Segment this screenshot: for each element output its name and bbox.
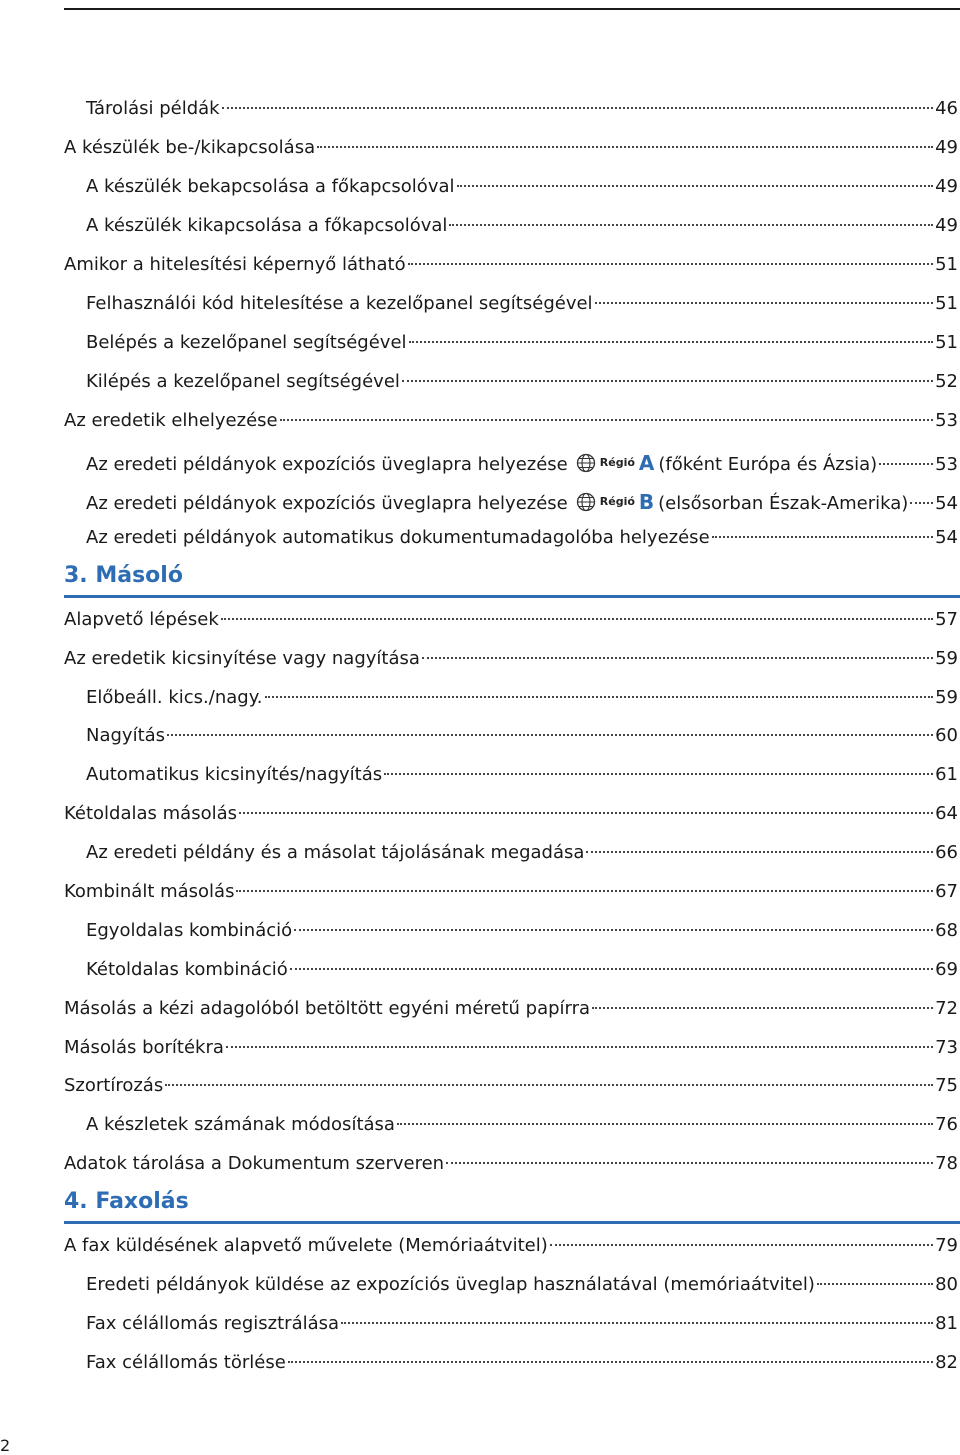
entry-title: A készülék bekapcsolása a főkapcsolóval: [86, 176, 455, 197]
dot-leader: [550, 1244, 933, 1246]
toc-entry[interactable]: [64, 607, 958, 633]
entry-title: Előbeáll. kics./nagy.: [86, 687, 263, 708]
entry-title: Szortírozás: [64, 1075, 164, 1096]
entry-page: 59: [935, 687, 958, 708]
toc-entry[interactable]: [64, 1151, 958, 1177]
entry-page: 49: [935, 176, 958, 197]
entry-title: Kétoldalas kombináció: [86, 959, 288, 980]
region-badge: [576, 450, 655, 476]
entry-title: Kilépés a kezelőpanel segítségével: [86, 371, 400, 392]
entry-title: Az eredetik elhelyezése: [64, 410, 278, 431]
dot-leader: [595, 302, 934, 304]
entry-title: Felhasználói kód hitelesítése a kezelőpanel segítségével: [86, 293, 593, 314]
dot-leader: [165, 1084, 933, 1086]
dot-leader: [222, 107, 934, 109]
entry-title: Az eredetik kicsinyítése vagy nagyítása: [64, 648, 420, 669]
toc-entry[interactable]: [86, 96, 958, 122]
entry-page: 57: [935, 609, 958, 630]
entry-page: 81: [935, 1313, 958, 1334]
dot-leader: [384, 773, 933, 775]
toc-entry[interactable]: [86, 1112, 958, 1138]
toc-entry[interactable]: [86, 685, 958, 711]
entry-title: Nagyítás: [86, 725, 166, 746]
entry-title: Fax célállomás törlése: [86, 1352, 286, 1373]
toc-entry[interactable]: [86, 213, 958, 239]
entry-page: 49: [935, 215, 958, 236]
dot-leader: [586, 851, 933, 853]
toc-entry[interactable]: [86, 369, 958, 395]
dot-leader: [409, 341, 934, 343]
entry-page: 51: [935, 293, 958, 314]
toc-entry[interactable]: [86, 1311, 958, 1337]
toc-entry[interactable]: [86, 291, 958, 317]
entry-title: Automatikus kicsinyítés/nagyítás: [86, 764, 383, 785]
dot-leader: [236, 890, 933, 892]
toc-entry[interactable]: [64, 996, 958, 1022]
entry-title: Belépés a kezelőpanel segítségével: [86, 332, 407, 353]
toc-entry[interactable]: [86, 525, 958, 551]
toc-entry[interactable]: [86, 174, 958, 200]
toc-entry[interactable]: [86, 840, 958, 866]
entry-suffix: (főként Európa és Ázsia): [658, 454, 878, 475]
toc-entry[interactable]: [86, 918, 958, 944]
dot-leader: [817, 1283, 933, 1285]
dot-leader: [592, 1007, 933, 1009]
toc-entry[interactable]: [86, 330, 958, 356]
toc-entry[interactable]: [86, 1350, 958, 1376]
globe-icon: [576, 492, 596, 512]
region-label: Régió: [599, 456, 635, 469]
dot-leader: [288, 1361, 933, 1363]
toc-entry[interactable]: [86, 486, 958, 512]
entry-page: 60: [935, 725, 958, 746]
entry-title: Eredeti példányok küldése az expozíciós üveglap használatával (memóriaátvitel): [86, 1274, 815, 1295]
entry-page: 59: [935, 648, 958, 669]
entry-title: Kétoldalas másolás: [64, 803, 238, 824]
toc-entry[interactable]: [86, 447, 958, 473]
entry-page: 80: [935, 1274, 958, 1295]
dot-leader: [402, 380, 933, 382]
toc-entry[interactable]: [64, 879, 958, 905]
toc-entry[interactable]: [64, 646, 958, 672]
dot-leader: [457, 185, 934, 187]
entry-page: 54: [935, 493, 958, 514]
toc-entry[interactable]: [86, 1272, 958, 1298]
entry-page: 52: [935, 371, 958, 392]
toc-entry[interactable]: [64, 1073, 958, 1099]
dot-leader: [294, 929, 933, 931]
page-number: 2: [0, 1436, 11, 1455]
entry-page: 49: [935, 137, 958, 158]
entry-title: A készletek számának módosítása: [86, 1114, 395, 1135]
entry-page: 76: [935, 1114, 958, 1135]
toc-entry[interactable]: [86, 957, 958, 983]
entry-page: 46: [935, 98, 958, 119]
entry-title: Az eredeti példányok expozíciós üveglapra helyezése: [86, 493, 568, 514]
entry-page: 67: [935, 881, 958, 902]
entry-page: 51: [935, 332, 958, 353]
dot-leader: [879, 463, 933, 465]
dot-leader: [167, 734, 933, 736]
toc-entry[interactable]: [64, 1233, 958, 1259]
region-letter: A: [638, 451, 655, 475]
entry-page: 66: [935, 842, 958, 863]
toc-entry[interactable]: [64, 408, 958, 434]
dot-leader: [712, 536, 933, 538]
entry-title: Tárolási példák: [86, 98, 220, 119]
entry-title: A készülék be-/kikapcsolása: [64, 137, 316, 158]
entry-title: Alapvető lépések: [64, 609, 219, 630]
dot-leader: [239, 812, 933, 814]
region-label: Régió: [599, 495, 635, 508]
entry-title: Az eredeti példányok expozíciós üveglapra helyezése: [86, 454, 568, 475]
entry-title: Az eredeti példányok automatikus dokumentumadagolóba helyezése: [86, 527, 710, 548]
region-badge: [576, 489, 654, 515]
entry-page: 73: [935, 1037, 958, 1058]
toc-entry[interactable]: [86, 723, 958, 749]
entry-page: 53: [935, 410, 958, 431]
entry-page: 82: [935, 1352, 958, 1373]
entry-page: 79: [935, 1235, 958, 1256]
entry-page: 72: [935, 998, 958, 1019]
dot-leader: [446, 1162, 933, 1164]
chapter-title[interactable]: 4. Faxolás: [64, 1189, 189, 1214]
dot-leader: [341, 1322, 933, 1324]
dot-leader: [422, 657, 933, 659]
entry-page: 51: [935, 254, 958, 275]
entry-title: Másolás a kézi adagolóból betöltött egyéni méretű papírra: [64, 998, 591, 1019]
dot-leader: [226, 1046, 933, 1048]
entry-title: A fax küldésének alapvető művelete (Memóriaátvitel): [64, 1235, 548, 1256]
globe-icon: [576, 453, 596, 473]
dot-leader: [265, 696, 934, 698]
entry-title: Másolás borítékra: [64, 1037, 224, 1058]
dot-leader: [397, 1123, 933, 1125]
entry-suffix: (elsősorban Észak-Amerika): [658, 493, 909, 514]
chapter-heading: [64, 1187, 960, 1224]
entry-page: 64: [935, 803, 958, 824]
entry-page: 61: [935, 764, 958, 785]
dot-leader: [317, 146, 933, 148]
entry-page: 54: [935, 527, 958, 548]
entry-title: Adatok tárolása a Dokumentum szerveren: [64, 1153, 445, 1174]
entry-title: Fax célállomás regisztrálása: [86, 1313, 340, 1334]
entry-page: 53: [935, 454, 958, 475]
dot-leader: [221, 618, 933, 620]
entry-page: 75: [935, 1075, 958, 1096]
chapter-title[interactable]: 3. Másoló: [64, 563, 183, 588]
dot-leader: [449, 224, 933, 226]
toc-entry[interactable]: [64, 252, 958, 278]
dot-leader: [280, 419, 933, 421]
chapter-heading: [64, 561, 960, 598]
entry-page: 78: [935, 1153, 958, 1174]
toc-entry[interactable]: [64, 1035, 958, 1061]
dot-leader: [408, 263, 934, 265]
entry-page: 69: [935, 959, 958, 980]
dot-leader: [290, 968, 933, 970]
toc-entry[interactable]: [64, 135, 958, 161]
chapter-rule: [64, 595, 960, 598]
entry-title: Egyoldalas kombináció: [86, 920, 293, 941]
entry-title: Az eredeti példány és a másolat tájolásának megadása: [86, 842, 585, 863]
toc-entry[interactable]: [86, 762, 958, 788]
entry-title: Amikor a hitelesítési képernyő látható: [64, 254, 406, 275]
chapter-rule: [64, 1221, 960, 1224]
entry-title: A készülék kikapcsolása a főkapcsolóval: [86, 215, 448, 236]
entry-page: 68: [935, 920, 958, 941]
dot-leader: [910, 502, 933, 504]
toc-entry[interactable]: [64, 801, 958, 827]
region-letter: B: [638, 490, 655, 514]
entry-title: Kombinált másolás: [64, 881, 235, 902]
